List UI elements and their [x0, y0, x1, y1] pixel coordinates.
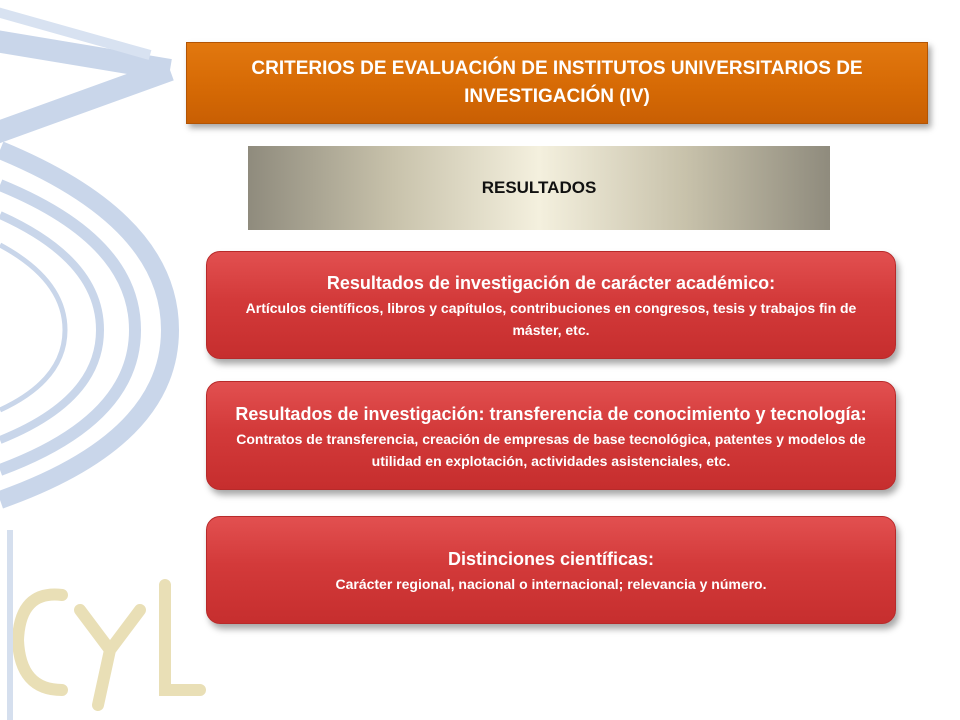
page-title-banner: [186, 42, 928, 124]
section-label: RESULTADOS: [481, 178, 597, 197]
criterion-card-distinctions: [206, 516, 896, 624]
criterion-card-academic: [206, 251, 896, 359]
criterion-card-transfer: [206, 381, 896, 490]
card-title: Distinciones científicas:: [447, 549, 655, 569]
card-title: Resultados de investigación: transferencia de conocimiento y tecnología:: [235, 403, 867, 424]
card-description: Carácter regional, nacional o internacional; relevancia y número.: [335, 576, 767, 592]
section-header: [248, 146, 830, 230]
card-title: Resultados de investigación de carácter académico:: [326, 273, 776, 293]
card-description: Artículos científicos, libros y capítulos, contribuciones en congresos, tesis y trabajos fin de máster, etc.: [245, 300, 857, 338]
card-description: Contratos de transferencia, creación de empresas de base tecnológica, patentes y modelos de utilidad en explotación, actividades asistenciales, etc.: [236, 430, 866, 469]
page-title: CRITERIOS DE EVALUACIÓN DE INSTITUTOS UNIVERSITARIOS DE INVESTIGACIÓN (IV): [251, 58, 863, 107]
